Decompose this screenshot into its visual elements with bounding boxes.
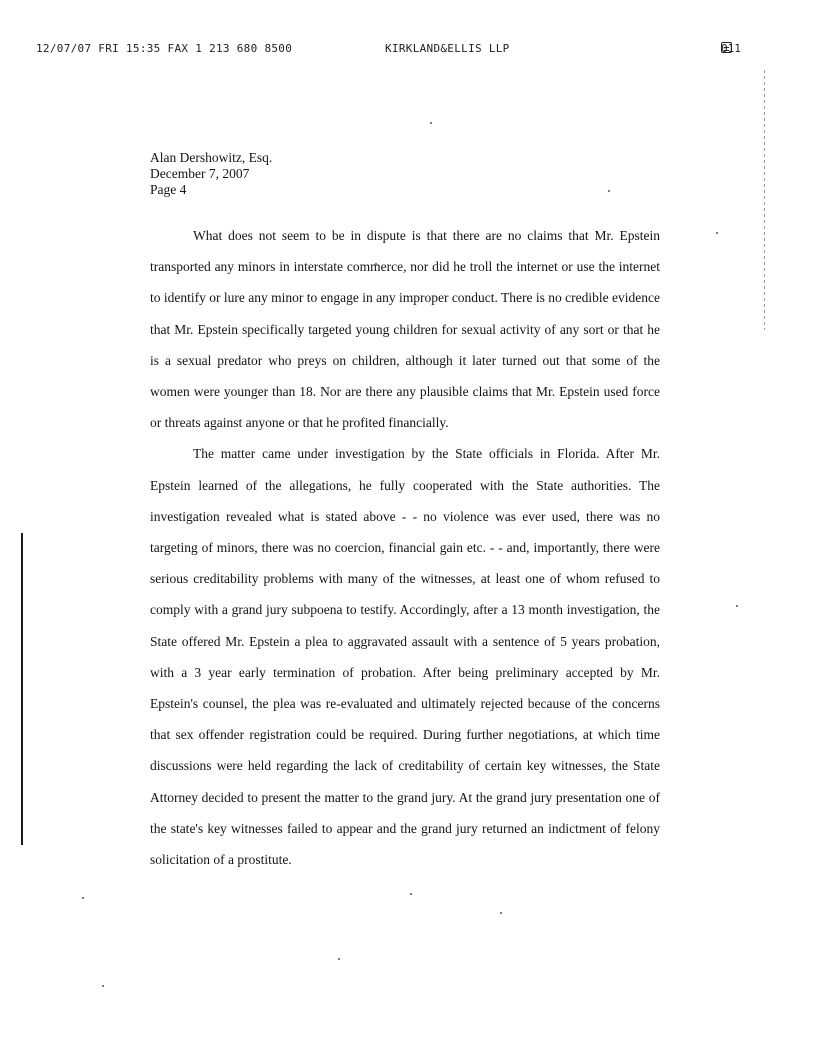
scan-speck bbox=[736, 605, 738, 607]
scan-speck bbox=[338, 958, 340, 960]
fax-header bbox=[0, 42, 816, 58]
scan-edge-line bbox=[764, 70, 765, 330]
margin-scan-mark bbox=[21, 533, 23, 845]
scan-speck bbox=[500, 912, 502, 914]
addressee-name: Alan Dershowitz, Esq. bbox=[150, 150, 273, 165]
scan-speck bbox=[410, 893, 412, 895]
letter-heading bbox=[150, 150, 660, 198]
paragraph-investigation: The matter came under investigation by the State officials in Florida. After Mr. Epstein learned of the allegations, he fully cooperated with the State authorities. The investigation revealed what is stated above - - no violence was ever used, there was no targeting of minors, there was no coercion, financial gain etc. - - and, importantly, there were serious creditability problems with many of the witnesses, at least one of whom refused to comply with a grand jury subpoena to testify. Accordingly, after a 13 month investigation, the State offered Mr. Epstein a plea to aggravated assault with a sentence of 5 years probation, with a 3 year early termination of probation. After being preliminary accepted by Mr. Epstein's counsel, the plea was re-evaluated and ultimately rejected because of the concerns that sex offender registration could be required. During further negotiations, at which time discussions were held regarding the lack of creditability of certain key witnesses, the State Attorney decided to present the matter to the grand jury. At the grand jury presentation one of the state's key witnesses failed to appear and the grand jury returned an indictment of felony solicitation of a prostitute. bbox=[150, 446, 660, 868]
letter-body bbox=[150, 150, 660, 875]
paragraph-no-dispute: What does not seem to be in dispute is that there are no claims that Mr. Epstein transported any minors in interstate commerce, nor did he troll the internet or use the internet to identify or lure any minor to engage in any improper conduct. There is no credible evidence that Mr. Epstein specifically targeted young children for sexual activity of any sort or that he is a sexual predator who preys on children, although it later turned out that some of the women were younger than 18. Nor are there any plausible claims that Mr. Epstein used force or threats against anyone or that he profited financially. bbox=[150, 228, 660, 431]
page-label: Page 4 bbox=[150, 182, 187, 197]
scan-speck bbox=[82, 897, 84, 899]
scan-speck bbox=[716, 232, 718, 234]
scan-speck bbox=[430, 122, 432, 124]
fax-transmission-line: 12/07/07 FRI 15:35 FAX 1 213 680 8500 bbox=[36, 42, 293, 55]
scan-speck bbox=[102, 985, 104, 987]
letter-date: December 7, 2007 bbox=[150, 166, 250, 181]
fax-page-number: 011 bbox=[721, 42, 741, 55]
fax-sender-firm: KIRKLAND&ELLIS LLP bbox=[385, 42, 510, 55]
